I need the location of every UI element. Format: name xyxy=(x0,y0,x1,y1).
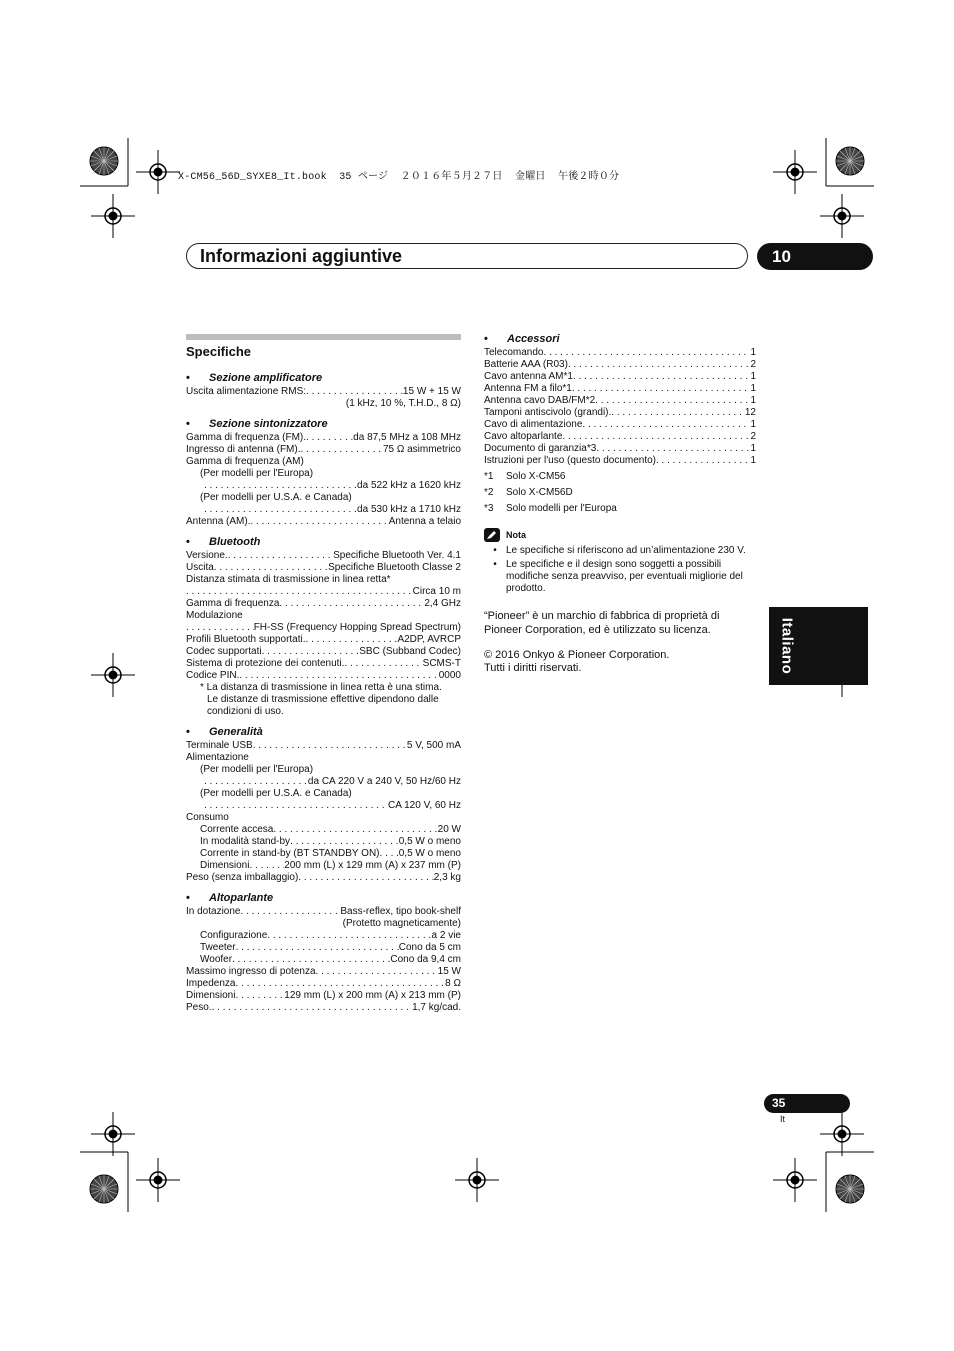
spec-label: (Per modelli per U.S.A. e Canada) xyxy=(200,492,352,503)
note-header: Nota xyxy=(484,527,756,543)
spec-row: Codice PIN. . . . 0000 xyxy=(186,670,461,682)
spec-row: . . . FH-SS (Frequency Hopping Spread Spectrum) xyxy=(186,622,461,634)
spec-row: Sistema di protezione dei contenuti. . . . SCMS-T xyxy=(186,658,461,670)
spec-row: Corrente in stand-by (BT STANDBY ON) . . . 0,5 W o meno xyxy=(186,848,461,860)
spec-row: Corrente accesa . . . 20 W xyxy=(186,824,461,836)
section-title: • Bluetooth xyxy=(186,536,261,548)
spec-row: In dotazione . . . Bass-reflex, tipo book-shelf xyxy=(186,906,461,918)
copyright-notice: © 2016 Onkyo & Pioneer Corporation. Tutti i diritti riservati. xyxy=(484,649,670,674)
spec-row: Uscita . . . Specifiche Bluetooth Classe 2 xyxy=(186,562,461,574)
chapter-number: 10 xyxy=(772,247,791,266)
spec-row: Tweeter . . . Cono da 5 cm xyxy=(186,942,461,954)
print-page-info: X-CM56_56D_SYXE8_It.book 35 ページ ２０１６年５月２７日 金曜日 午後２時０分 xyxy=(178,172,620,183)
spec-row: Configurazione . . . a 2 vie xyxy=(186,930,461,942)
section-title: • Accessori xyxy=(484,333,560,345)
spec-label: Distanza stimata di trasmissione in linea retta* xyxy=(186,574,391,585)
footnote: Le distanze di trasmissione effettive dipendono dalle xyxy=(207,694,439,705)
language-tab-label: Italiano xyxy=(778,617,796,675)
accessory-row: Antenna FM a filo*1 . . . 1 xyxy=(484,383,756,395)
accessory-row: Telecomando . . . 1 xyxy=(484,347,756,359)
spec-row-cont: (1 kHz, 10 %, T.H.D., 8 Ω) xyxy=(345,398,461,409)
accessory-row: Documento di garanzia*3 . . . 1 xyxy=(484,443,756,455)
spec-row: Profili Bluetooth supportati. . . . A2DP, AVRCP xyxy=(186,634,461,646)
spec-row: In modalità stand-by . . . 0,5 W o meno xyxy=(186,836,461,848)
accessory-row: Tamponi antiscivolo (grandi). . . . 12 xyxy=(484,407,756,419)
page-number: 35 xyxy=(772,1096,786,1110)
accessory-footnote: *2 Solo X-CM56D xyxy=(484,487,573,498)
spec-label: Gamma di frequenza (AM) xyxy=(186,456,304,467)
page-language-code: It xyxy=(780,1114,786,1124)
spec-row: . . . da 522 kHz a 1620 kHz xyxy=(186,480,461,492)
spec-row: . . . da CA 220 V a 240 V, 50 Hz/60 Hz xyxy=(186,776,461,788)
accessories-column xyxy=(484,333,756,675)
specs-column xyxy=(186,334,461,1014)
spec-row: . . . CA 120 V, 60 Hz xyxy=(186,800,461,812)
spec-label: Consumo xyxy=(186,812,229,823)
spec-row: Peso (senza imballaggio) . . . 2,3 kg xyxy=(186,872,461,884)
section-title: • Sezione sintonizzatore xyxy=(186,418,328,430)
spec-row: Ingresso di antenna (FM). . . . 75 Ω asimmetrico xyxy=(186,444,461,456)
spec-row: Versione. . . . Specifiche Bluetooth Ver. 4.1 xyxy=(186,550,461,562)
footnote: condizioni di uso. xyxy=(207,706,284,717)
spec-row: Impedenza . . . 8 Ω xyxy=(186,978,461,990)
spec-row: Gamma di frequenza . . . 2,4 GHz xyxy=(186,598,461,610)
chapter-title: Informazioni aggiuntive xyxy=(200,246,403,266)
accessory-footnote: *3 Solo modelli per l'Europa xyxy=(484,503,617,514)
spec-label: (Per modelli per U.S.A. e Canada) xyxy=(200,788,352,799)
section-title: • Generalità xyxy=(186,726,263,738)
spec-label: Modulazione xyxy=(186,610,243,621)
spec-row: . . . da 530 kHz a 1710 kHz xyxy=(186,504,461,516)
accessory-row: Cavo altoparlante . . . 2 xyxy=(484,431,756,443)
section-title: • Altoparlante xyxy=(186,892,274,904)
spec-row: Woofer . . . Cono da 9,4 cm xyxy=(186,954,461,966)
note-pencil-icon xyxy=(484,528,500,542)
accessory-row: Batterie AAA (R03) . . . 2 xyxy=(484,359,756,371)
spec-label: (Per modelli per l'Europa) xyxy=(200,468,314,479)
note-bullet: • Le specifiche si riferiscono ad un’alimentazione 230 V. xyxy=(493,545,746,556)
accessory-row: Istruzioni per l'uso (questo documento) . . . 1 xyxy=(484,455,756,467)
accessory-row: Cavo di alimentazione . . . 1 xyxy=(484,419,756,431)
spec-row: Gamma di frequenza (FM). . . . da 87,5 MHz a 108 MHz xyxy=(186,432,461,444)
accessories-list xyxy=(484,347,756,467)
spec-row: Terminale USB . . . 5 V, 500 mA xyxy=(186,740,461,752)
specs-heading: Specifiche xyxy=(186,344,252,359)
trademark-notice: “Pioneer” è un marchio di fabbrica di proprietà di Pioneer Corporation, ed è utilizzato su licenza. xyxy=(484,610,720,636)
accessory-footnote: *1 Solo X-CM56 xyxy=(484,471,566,482)
spec-row-cont: (Protetto magneticamente) xyxy=(342,918,461,929)
spec-row: Uscita alimentazione RMS: . . . 15 W + 15 W xyxy=(186,386,461,398)
section-rule xyxy=(186,334,461,340)
note-bullet: • Le specifiche e il design sono soggetti a possibili modifiche senza preavviso, per eventuali migliorie del prodotto. xyxy=(493,559,743,594)
spec-row: Dimensioni . . . 129 mm (L) x 200 mm (A) x 213 mm (P) xyxy=(186,990,461,1002)
spec-row: Codec supportati . . . SBC (Subband Codec) xyxy=(186,646,461,658)
spec-row: Peso. . . . 1,7 kg/cad. xyxy=(186,1002,461,1014)
accessory-row: Antenna cavo DAB/FM*2 . . . 1 xyxy=(484,395,756,407)
spec-label: (Per modelli per l'Europa) xyxy=(200,764,314,775)
footnote: * La distanza di trasmissione in linea retta è una stima. xyxy=(200,682,442,693)
section-title: • Sezione amplificatore xyxy=(186,372,323,384)
spec-row: . . . Circa 10 m xyxy=(186,586,461,598)
accessory-row: Cavo antenna AM*1 . . . 1 xyxy=(484,371,756,383)
spec-row: Massimo ingresso di potenza . . . 15 W xyxy=(186,966,461,978)
spec-label: Alimentazione xyxy=(186,752,249,763)
accessories-footnotes xyxy=(484,471,756,515)
spec-row: Antenna (AM). . . . Antenna a telaio xyxy=(186,516,461,528)
spec-row: Dimensioni . . . 200 mm (L) x 129 mm (A) x 237 mm (P) xyxy=(186,860,461,872)
